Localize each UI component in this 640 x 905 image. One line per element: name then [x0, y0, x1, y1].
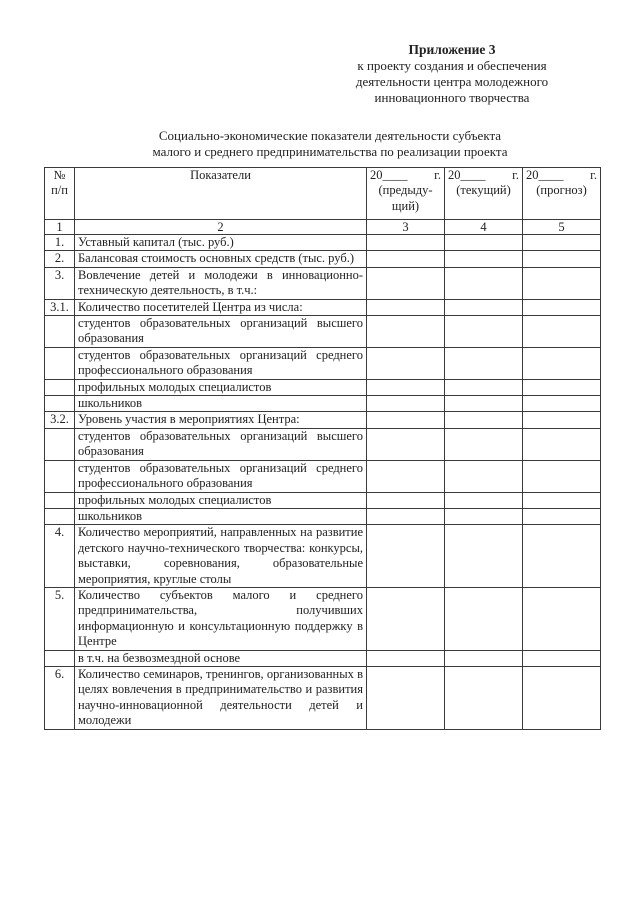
- value-cell-current: [445, 525, 523, 588]
- row-indicator: студентов образовательных организаций высшего образования: [75, 428, 367, 460]
- value-cell-previous: [367, 525, 445, 588]
- row-number: 6.: [45, 666, 75, 729]
- appendix-block: [322, 42, 582, 106]
- table-row: [45, 299, 601, 315]
- table-row: [45, 379, 601, 395]
- value-cell-current: [445, 396, 523, 412]
- row-indicator: студентов образовательных организаций среднего профессионального образования: [75, 460, 367, 492]
- value-cell-forecast: [523, 396, 601, 412]
- document-title-line: малого и среднего предпринимательства по реализации проекта: [152, 144, 508, 159]
- table-row: [45, 492, 601, 508]
- value-cell-forecast: [523, 267, 601, 299]
- row-indicator: школьников: [75, 396, 367, 412]
- column-number: 1: [45, 220, 75, 235]
- row-indicator: Количество мероприятий, направленных на развитие детского научно-технического творчества: конкурсы, выставки, соревнования, образовательные мероприятия, круглые столы: [75, 525, 367, 588]
- appendix-line: инновационного творчества: [374, 90, 530, 105]
- column-number: 5: [523, 220, 601, 235]
- row-indicator: школьников: [75, 508, 367, 524]
- value-cell-current: [445, 316, 523, 348]
- appendix-title: Приложение 3: [408, 42, 496, 57]
- value-cell-current: [445, 460, 523, 492]
- value-cell-forecast: [523, 347, 601, 379]
- table-row: [45, 428, 601, 460]
- appendix-line: к проекту создания и обеспечения: [357, 58, 547, 73]
- value-cell-forecast: [523, 492, 601, 508]
- value-cell-previous: [367, 666, 445, 729]
- row-number: [45, 316, 75, 348]
- row-number: 2.: [45, 251, 75, 267]
- row-indicator: в т.ч. на безвозмездной основе: [75, 650, 367, 666]
- row-indicator: Количество субъектов малого и среднего предпринимательства, получивших информационную и консультационную поддержку в Центре: [75, 587, 367, 650]
- table-row: [45, 666, 601, 729]
- value-cell-forecast: [523, 460, 601, 492]
- column-number: 2: [75, 220, 367, 235]
- value-cell-current: [445, 412, 523, 428]
- column-number: 4: [445, 220, 523, 235]
- value-cell-previous: [367, 267, 445, 299]
- header-year-previous: 20____ г. (предыду-щий): [367, 168, 445, 220]
- row-number: 3.2.: [45, 412, 75, 428]
- value-cell-forecast: [523, 587, 601, 650]
- value-cell-previous: [367, 347, 445, 379]
- row-number: [45, 379, 75, 395]
- value-cell-previous: [367, 412, 445, 428]
- value-cell-forecast: [523, 251, 601, 267]
- row-indicator: Количество посетителей Центра из числа:: [75, 299, 367, 315]
- value-cell-current: [445, 508, 523, 524]
- row-indicator: Уставный капитал (тыс. руб.): [75, 235, 367, 251]
- row-number: [45, 650, 75, 666]
- value-cell-forecast: [523, 412, 601, 428]
- value-cell-previous: [367, 428, 445, 460]
- table-row: [45, 460, 601, 492]
- table-row: [45, 412, 601, 428]
- header-year-current: 20____ г. (текущий): [445, 168, 523, 220]
- row-number: 4.: [45, 525, 75, 588]
- value-cell-current: [445, 267, 523, 299]
- value-cell-current: [445, 666, 523, 729]
- row-number: 5.: [45, 587, 75, 650]
- value-cell-previous: [367, 508, 445, 524]
- row-number: [45, 508, 75, 524]
- value-cell-current: [445, 587, 523, 650]
- value-cell-previous: [367, 251, 445, 267]
- row-number: [45, 347, 75, 379]
- row-indicator: Балансовая стоимость основных средств (тыс. руб.): [75, 251, 367, 267]
- row-number: 1.: [45, 235, 75, 251]
- value-cell-previous: [367, 379, 445, 395]
- row-indicator: студентов образовательных организаций среднего профессионального образования: [75, 347, 367, 379]
- value-cell-current: [445, 650, 523, 666]
- table-row: [45, 251, 601, 267]
- value-cell-previous: [367, 235, 445, 251]
- value-cell-forecast: [523, 316, 601, 348]
- table-row: [45, 587, 601, 650]
- value-cell-previous: [367, 316, 445, 348]
- row-indicator: Вовлечение детей и молодежи в инновационно-техническую деятельность, в т.ч.:: [75, 267, 367, 299]
- table-row: [45, 525, 601, 588]
- header-year-forecast: 20____ г. (прогноз): [523, 168, 601, 220]
- value-cell-current: [445, 428, 523, 460]
- row-number: 3.: [45, 267, 75, 299]
- value-cell-forecast: [523, 650, 601, 666]
- value-cell-current: [445, 235, 523, 251]
- value-cell-current: [445, 299, 523, 315]
- value-cell-forecast: [523, 525, 601, 588]
- value-cell-previous: [367, 396, 445, 412]
- row-indicator: Количество семинаров, тренингов, организованных в целях вовлечения в предпринимательство и развития научно-инновационной деятельности детей и молодежи: [75, 666, 367, 729]
- row-number: [45, 460, 75, 492]
- value-cell-forecast: [523, 666, 601, 729]
- table-row: [45, 235, 601, 251]
- value-cell-forecast: [523, 235, 601, 251]
- table-row: [45, 508, 601, 524]
- table-header-row: [45, 168, 601, 220]
- value-cell-previous: [367, 299, 445, 315]
- row-indicator: студентов образовательных организаций высшего образования: [75, 316, 367, 348]
- value-cell-forecast: [523, 428, 601, 460]
- value-cell-current: [445, 492, 523, 508]
- value-cell-previous: [367, 587, 445, 650]
- row-indicator: Уровень участия в мероприятиях Центра:: [75, 412, 367, 428]
- value-cell-current: [445, 347, 523, 379]
- column-number: 3: [367, 220, 445, 235]
- table-row: [45, 267, 601, 299]
- row-number: [45, 396, 75, 412]
- value-cell-previous: [367, 650, 445, 666]
- value-cell-previous: [367, 492, 445, 508]
- value-cell-current: [445, 379, 523, 395]
- document-title-line: Социально-экономические показатели деятельности субъекта: [158, 128, 502, 143]
- value-cell-forecast: [523, 379, 601, 395]
- column-number-row: [45, 220, 601, 235]
- value-cell-forecast: [523, 508, 601, 524]
- row-number: [45, 428, 75, 460]
- table-row: [45, 396, 601, 412]
- appendix-line: деятельности центра молодежного: [355, 74, 549, 89]
- row-indicator: профильных молодых специалистов: [75, 492, 367, 508]
- row-indicator: профильных молодых специалистов: [75, 379, 367, 395]
- header-num: № п/п: [45, 168, 75, 220]
- value-cell-previous: [367, 460, 445, 492]
- table-row: [45, 347, 601, 379]
- table-row: [45, 650, 601, 666]
- row-number: 3.1.: [45, 299, 75, 315]
- value-cell-forecast: [523, 299, 601, 315]
- indicators-table: [44, 167, 601, 730]
- table-row: [45, 316, 601, 348]
- header-indicators: Показатели: [75, 168, 367, 220]
- row-number: [45, 492, 75, 508]
- value-cell-current: [445, 251, 523, 267]
- document-title: [100, 128, 560, 160]
